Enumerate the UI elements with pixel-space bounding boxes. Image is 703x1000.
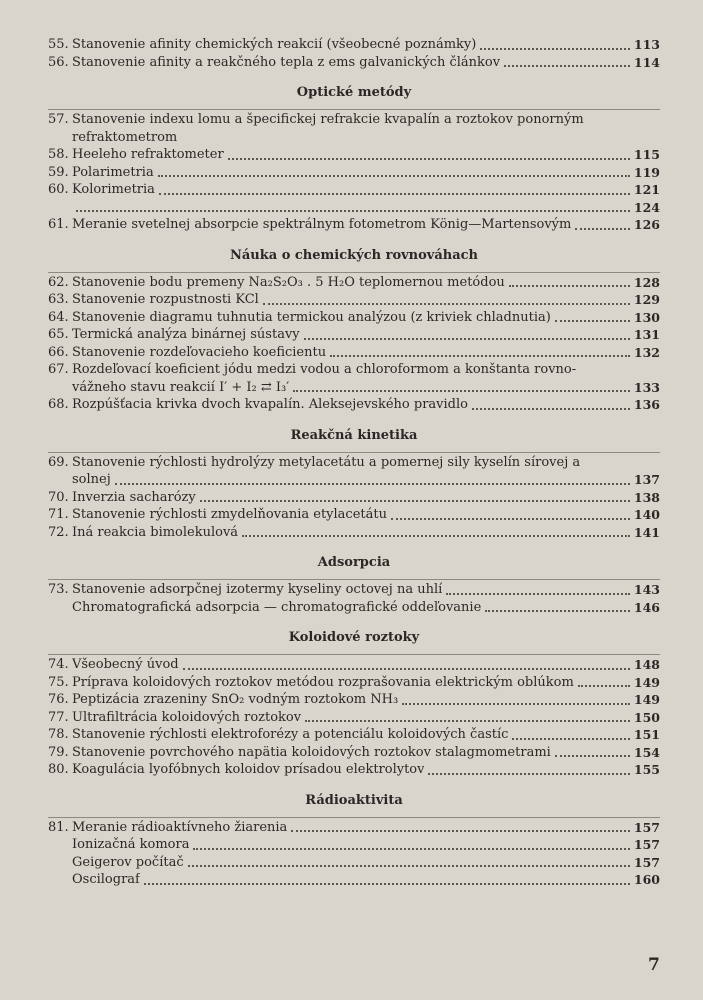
entry-title: Meranie svetelnej absorpcie spektrálnym fotometrom König—Martensovým [72, 217, 572, 232]
entry-title: Stanovenie rozdeľovacieho koeficientu [72, 344, 327, 360]
entry-title: Meranie rádioaktívneho žiarenia [72, 819, 288, 835]
entry-title: Stanovenie indexu lomu a špecifickej refrakcie kvapalín a roztokov ponorným [72, 112, 584, 127]
entry-title: Geigerov počítač [72, 854, 184, 870]
dot-leader [263, 303, 630, 305]
entry-page: 119 [633, 164, 660, 180]
toc-entry [48, 111, 660, 129]
dot-leader [115, 483, 630, 485]
section-heading: Koloidové roztoky [288, 630, 420, 645]
toc-entry [48, 454, 660, 472]
dot-leader [158, 175, 630, 177]
entry-page: 150 [633, 709, 660, 725]
entry-number: 61. [48, 217, 69, 232]
dot-leader [293, 390, 630, 392]
entry-number: 70. [48, 489, 69, 505]
dot-leader [330, 355, 630, 357]
entry-title: Príprava koloidových roztokov metódou rozprašovania elektrickým oblúkom [72, 674, 574, 690]
dot-leader [555, 320, 630, 322]
entry-title: Peptizácia zrazeniny SnO₂ vodným roztokom NH₃ [72, 692, 399, 707]
entry-number: 75. [48, 674, 69, 690]
toc-entry [48, 164, 660, 182]
dot-leader [428, 773, 629, 775]
entry-title: Inverzia sacharózy [72, 489, 196, 505]
entry-page: 157 [633, 854, 660, 870]
dot-leader [480, 48, 630, 50]
dot-leader [504, 65, 630, 67]
entry-number: 81. [48, 819, 69, 835]
entry-page: 160 [633, 872, 660, 887]
section-heading: Reakčná kinetika [290, 427, 418, 443]
entry-page: 124 [633, 199, 660, 215]
entry-title: Chromatografická adsorpcia — chromatografické oddeľovanie [72, 599, 482, 615]
section-heading: Adsorpcia [317, 555, 391, 570]
entry-title: Stanovenie afinity chemických reakcií (všeobecné poznámky) [72, 37, 477, 52]
entry-number: 55. [48, 37, 69, 52]
entry-title: Ultrafiltrácia koloidových roztokov [72, 709, 302, 725]
dot-leader [485, 610, 630, 612]
entry-title: Stanovenie povrchového napätia koloidových roztokov stalagmometrami [72, 744, 551, 760]
toc-entry [48, 274, 660, 292]
entry-page: 154 [633, 744, 660, 760]
entry-title: Rozdeľovací koeficient jódu medzi vodou a chloroformom a konštanta rovno- [72, 362, 577, 377]
entry-page: 114 [633, 54, 660, 70]
entry-title: Stanovenie rýchlosti hydrolýzy metylacetátu a pomernej sily kyselín sírovej a [72, 454, 581, 470]
entry-title: Všeobecný úvod [72, 657, 179, 672]
entry-number: 62. [48, 274, 69, 290]
dot-leader [578, 685, 630, 687]
dot-leader [188, 865, 630, 867]
dot-leader [305, 720, 630, 722]
toc-entry [48, 581, 660, 599]
entry-number: 80. [48, 762, 69, 777]
entry-page: 131 [633, 327, 660, 342]
entry-page: 149 [633, 692, 660, 707]
entry-title: Stanovenie afinity a reakčného tepla z ems galvanických článkov [72, 54, 501, 70]
entry-page: 129 [633, 292, 660, 307]
dot-leader [472, 408, 630, 410]
entry-title: Heeleho refraktometer [72, 147, 224, 162]
toc-entry [48, 656, 660, 674]
entry-page: 148 [633, 657, 660, 672]
dot-leader [402, 703, 630, 705]
entry-number: 66. [48, 344, 69, 360]
toc-entry [48, 524, 660, 542]
toc-entry [48, 54, 660, 72]
entry-title: Kolorimetria [72, 182, 155, 197]
toc-entry [48, 871, 660, 889]
entry-number: 71. [48, 507, 69, 522]
dot-leader [575, 228, 630, 230]
entry-page: 157 [633, 837, 660, 852]
section-rule [48, 272, 660, 273]
entry-page: 121 [633, 182, 660, 197]
section-rule [48, 654, 660, 655]
entry-number: 59. [48, 164, 69, 180]
entry-number: 68. [48, 397, 69, 412]
toc-entry [48, 744, 660, 762]
entry-number: 56. [48, 54, 69, 70]
entry-number: 64. [48, 309, 69, 325]
toc-entry [48, 309, 660, 327]
dot-leader [200, 500, 630, 502]
entry-title: Stanovenie diagramu tuhnutia termickou analýzou (z kriviek chladnutia) [72, 309, 551, 325]
section-rule [48, 109, 660, 110]
section-heading: Optické metódy [296, 85, 412, 100]
toc-entry [48, 379, 660, 397]
entry-page: 128 [633, 274, 660, 290]
entry-title: refraktometrom [72, 129, 178, 145]
entry-number: 73. [48, 582, 69, 597]
entry-page: 138 [633, 489, 660, 505]
entry-page: 155 [633, 762, 660, 777]
dot-leader [144, 883, 630, 885]
entry-page: 115 [633, 147, 660, 162]
dot-leader [242, 535, 630, 537]
entry-title: Koagulácia lyofóbnych koloidov prísadou elektrolytov [72, 762, 425, 777]
section-heading: Náuka o chemických rovnováhach [229, 247, 479, 263]
entry-title: Stanovenie rýchlosti zmydelňovania etylacetátu [72, 507, 387, 522]
toc-entry [48, 819, 660, 837]
entry-title: Stanovenie bodu premeny Na₂S₂O₃ . 5 H₂O teplomernou metódou [72, 274, 505, 290]
toc-entry [48, 599, 660, 617]
toc-entry [48, 181, 660, 199]
entry-title: Stanovenie rýchlosti elektroforézy a potenciálu koloidových častíc [72, 727, 509, 742]
toc-entry [48, 709, 660, 727]
entry-page: 137 [633, 472, 660, 487]
entry-title: Ionizačná komora [72, 837, 190, 852]
toc-entry [48, 36, 660, 54]
toc-entry [48, 129, 660, 147]
entry-number: 57. [48, 112, 69, 127]
entry-page: 133 [633, 379, 660, 395]
toc-entry [48, 291, 660, 309]
section-rule [48, 579, 660, 580]
entry-page: 113 [633, 37, 660, 52]
toc-entry [48, 471, 660, 489]
dot-leader [291, 830, 630, 832]
toc-entry [48, 691, 660, 709]
toc-entry [48, 199, 660, 217]
section-heading: Rádioaktivita [305, 792, 403, 808]
entry-number: 72. [48, 524, 69, 540]
entry-number: 60. [48, 182, 69, 197]
dot-leader [193, 848, 629, 850]
entry-title: Stanovenie rozpustnosti KCl [72, 292, 259, 307]
dot-leader [76, 210, 630, 212]
dot-leader [391, 518, 630, 520]
entry-number: 76. [48, 692, 69, 707]
toc-entry [48, 361, 660, 379]
entry-number: 67. [48, 362, 69, 377]
entry-page: 126 [633, 217, 660, 232]
toc-entry [48, 506, 660, 524]
entry-page: 157 [633, 819, 660, 835]
entry-title: Iná reakcia bimolekulová [72, 524, 239, 540]
entry-number: 69. [48, 454, 69, 470]
section-rule [48, 817, 660, 818]
page-number: 7 [648, 955, 660, 975]
toc-entry [48, 726, 660, 744]
entry-page: 130 [633, 309, 660, 325]
entry-number: 74. [48, 657, 69, 672]
toc-entry [48, 674, 660, 692]
entry-number: 78. [48, 727, 69, 742]
entry-number: 58. [48, 147, 69, 162]
section-rule [48, 452, 660, 453]
entry-page: 151 [633, 727, 660, 742]
toc-entry [48, 396, 660, 414]
entry-page: 132 [633, 344, 660, 360]
entry-title: Rozpúšťacia krivka dvoch kvapalín. Aleksejevského pravidlo [72, 397, 468, 412]
toc-entry [48, 344, 660, 362]
toc-entry [48, 146, 660, 164]
toc-entry [48, 761, 660, 779]
entry-title: vážneho stavu reakcií I′ + I₂ ⇄ I₃′ [72, 379, 290, 395]
dot-leader [228, 158, 630, 160]
entry-title: Polarimetria [72, 164, 154, 180]
toc-entry [48, 489, 660, 507]
dot-leader [446, 593, 630, 595]
toc-entry [48, 216, 660, 234]
dot-leader [304, 338, 630, 340]
entry-page: 146 [633, 599, 660, 615]
entry-page: 141 [633, 524, 660, 540]
toc-entry [48, 854, 660, 872]
toc-entry [48, 326, 660, 344]
entry-page: 136 [633, 397, 660, 412]
table-of-contents [48, 36, 660, 889]
entry-number: 65. [48, 327, 69, 342]
entry-page: 149 [633, 674, 660, 690]
entry-title: Oscilograf [72, 872, 140, 887]
dot-leader [555, 755, 630, 757]
entry-number: 77. [48, 709, 69, 725]
dot-leader [512, 738, 629, 740]
dot-leader [509, 285, 630, 287]
entry-page: 143 [633, 582, 660, 597]
toc-entry [48, 836, 660, 854]
dot-leader [159, 193, 630, 195]
entry-page: 140 [633, 507, 660, 522]
entry-number: 63. [48, 292, 69, 307]
entry-title: solnej [72, 472, 111, 487]
entry-title: Stanovenie adsorpčnej izotermy kyseliny octovej na uhlí [72, 582, 443, 597]
entry-number: 79. [48, 744, 69, 760]
entry-title: Termická analýza binárnej sústavy [72, 327, 300, 342]
dot-leader [183, 668, 630, 670]
